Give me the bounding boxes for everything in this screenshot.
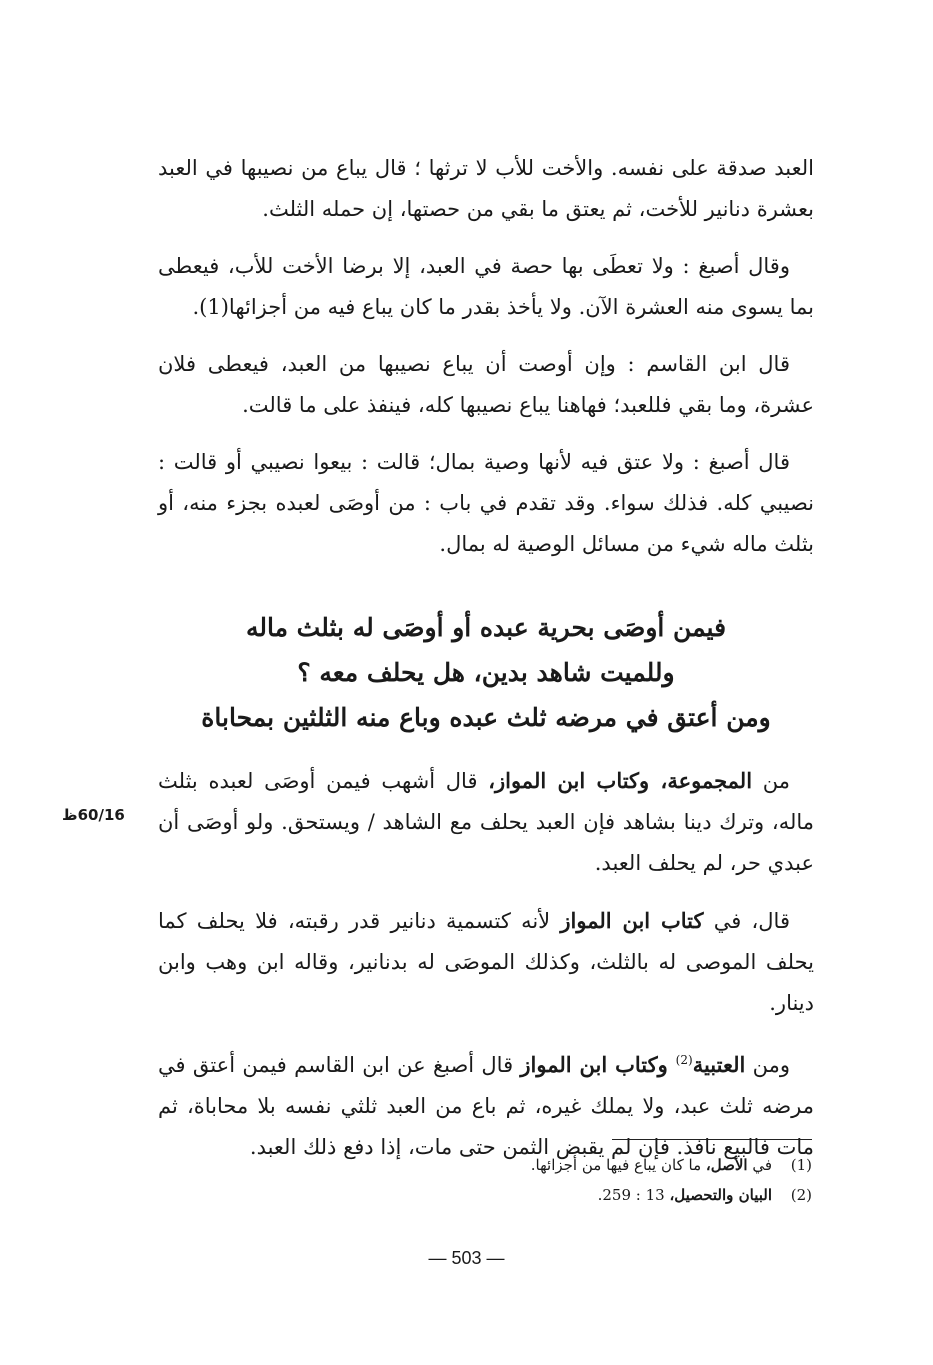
footnote-source: البيان والتحصيل، (669, 1186, 772, 1204)
footnote-pre: في (747, 1156, 772, 1174)
footnote-post: ما كان يباع فيها من أجزائها. (530, 1156, 706, 1174)
p6-c: لأنه كتسمية دنانير قدر رقبته، فلا يحلف كما يحلف الموصى له بالثلث، وكذلك الموصَى له بدنانير، وقاله ابن وهب وابن دينار. (158, 909, 814, 1015)
paragraph-2: وقال أصبغ : ولا تعطَى بها حصة في العبد، إلا برضا الأخت للأب، فيعطى بما يسوى منه العشرة الآن. ولا يأخذ بقدر ما كان يباع فيه من أجزائها(1). (158, 254, 814, 319)
p7-a: ومن (745, 1053, 790, 1077)
p7-source-1: العتبية (692, 1052, 746, 1077)
p5-a: من (752, 769, 791, 793)
p7-source-2: كتاب ابن المواز (520, 1052, 658, 1077)
p7-c: و (657, 1052, 676, 1077)
heading-line-1: فيمن أوصَى بحرية عبده أو أوصَى له بثلث ماله (245, 613, 727, 642)
heading-line-3: ومن أعتق في مرضه ثلث عبده وباع منه الثلثين بمحاباة (201, 703, 771, 732)
footnote-text (598, 1180, 772, 1210)
paragraph-5 (158, 760, 814, 884)
footnote-post: 13 : 259. (597, 1186, 670, 1204)
p6-a: قال، في (703, 909, 790, 933)
page-body (158, 148, 814, 1184)
p7-e: قال أصبغ عن ابن القاسم فيمن أعتق في مرضه ثلث عبد، ولا يملك غيره، ثم باع من العبد ثلثي نفسه بلا محاباة، ثم مات فالبيع نافذ. فإن لم يقبض الثمن حتى مات، إذا دفع ذلك العبد. (158, 1053, 814, 1159)
paragraph-4: قال أصبغ : ولا عتق فيه لأنها وصية بمال؛ قالت : بيعوا نصيبي أو قالت : نصيبي كله. فذلك سواء. وقد تقدم في باب : من أوصَى لعبده بجزء منه، أو بثلث ماله شيء من مسائل الوصية له بمال. (158, 450, 814, 556)
paragraph-3: قال ابن القاسم : وإن أوصت أن يباع نصيبها من العبد، فيعطى فلان عشرة، وما بقي فللعبد؛ فهاهنا يباع نصيبها كله، فينفذ على ما قالت. (158, 352, 814, 417)
page-number: — 503 — (428, 1248, 505, 1268)
paragraph-7 (158, 1040, 814, 1168)
footnote-divider (612, 1139, 812, 1140)
footnote-text (531, 1150, 772, 1180)
footnote-number: (1) (790, 1156, 812, 1174)
footnotes (300, 1150, 812, 1210)
paragraph-6 (158, 900, 814, 1024)
margin-folio-reference: 60/16ظ (62, 806, 125, 824)
footnote-ref-2: (2) (675, 1053, 693, 1067)
p5-c: قال أشهب فيمن أوصَى لعبده بثلث ماله، وترك دينا بشاهد فإن العبد يحلف مع الشاهد / ويستحق. ولو أوصَى أن عبدي حر، لم يحلف العبد. (158, 769, 814, 875)
footnote-1 (300, 1150, 812, 1180)
p6-source: كتاب ابن المواز (560, 908, 704, 933)
footnote-2 (300, 1180, 812, 1210)
section-heading (158, 605, 814, 740)
paragraph-1: العبد صدقة على نفسه. والأخت للأب لا ترثها ؛ قال يباع من نصيبها في العبد بعشرة دنانير للأخت، ثم يعتق ما بقي من حصتها، إن حمله الثلث. (158, 156, 814, 221)
heading-line-2: وللميت شاهد بدين، هل يحلف معه ؟ (297, 658, 675, 687)
footnote-source: الأصل، (705, 1156, 748, 1174)
footnote-number: (2) (790, 1186, 812, 1204)
p5-source: المجموعة، وكتاب ابن المواز، (488, 768, 753, 793)
